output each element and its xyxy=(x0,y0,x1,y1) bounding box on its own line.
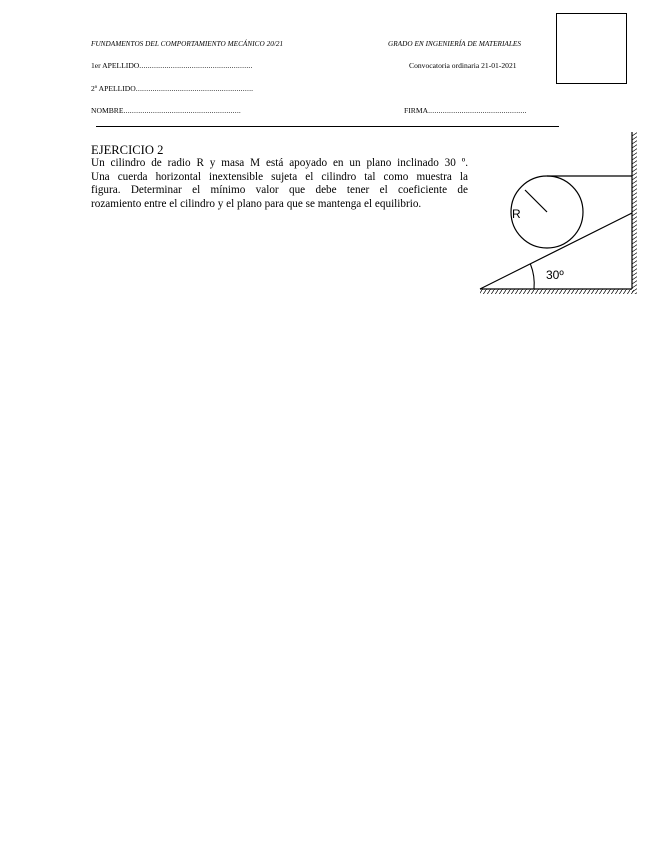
signature-dots[interactable]: ............................................... xyxy=(428,106,527,115)
name-field xyxy=(91,106,241,115)
signature-field xyxy=(404,106,527,115)
incline-cylinder-figure xyxy=(470,128,645,300)
grade-box xyxy=(556,13,627,84)
ground-hatch xyxy=(480,289,634,294)
name-dots[interactable]: ........................................................ xyxy=(123,106,242,115)
wall-hatch xyxy=(632,132,637,294)
angle-label: 30º xyxy=(546,268,564,282)
statement-line: Un cilindro de radio R y masa M está apoyado en un plano inclinado 30 º. xyxy=(91,157,468,169)
statement-line: figura. Determinar el mínimo valor que debe tener el coeficiente de xyxy=(91,184,468,197)
second-surname-label: 2º APELLIDO xyxy=(91,84,136,93)
degree-title: GRADO EN INGENIERÍA DE MATERIALES xyxy=(388,40,521,48)
first-surname-field xyxy=(91,61,253,70)
second-surname-dots[interactable]: ........................................................ xyxy=(135,84,254,93)
name-label: NOMBRE xyxy=(91,106,124,115)
first-surname-label: 1er APELLIDO xyxy=(91,61,140,70)
exercise-title: EJERCICIO 2 xyxy=(91,143,164,157)
signature-label: FIRMA xyxy=(404,106,429,115)
first-surname-dots[interactable]: ...................................................... xyxy=(139,61,253,70)
second-surname-field xyxy=(91,84,253,93)
course-title: FUNDAMENTOS DEL COMPORTAMIENTO MECÁNICO 20/21 xyxy=(91,40,284,48)
statement-line: Una cuerda horizontal inextensible sujeta el cilindro tal como muestra la xyxy=(91,170,468,183)
angle-arc xyxy=(530,264,534,289)
exam-session: Convocatoria ordinaria 21-01-2021 xyxy=(409,61,517,70)
exercise-statement xyxy=(91,157,468,212)
header-divider xyxy=(96,126,559,127)
radius-label: R xyxy=(512,207,521,221)
statement-line: rozamiento entre el cilindro y el plano para que se mantenga el equilibrio. xyxy=(91,198,422,211)
